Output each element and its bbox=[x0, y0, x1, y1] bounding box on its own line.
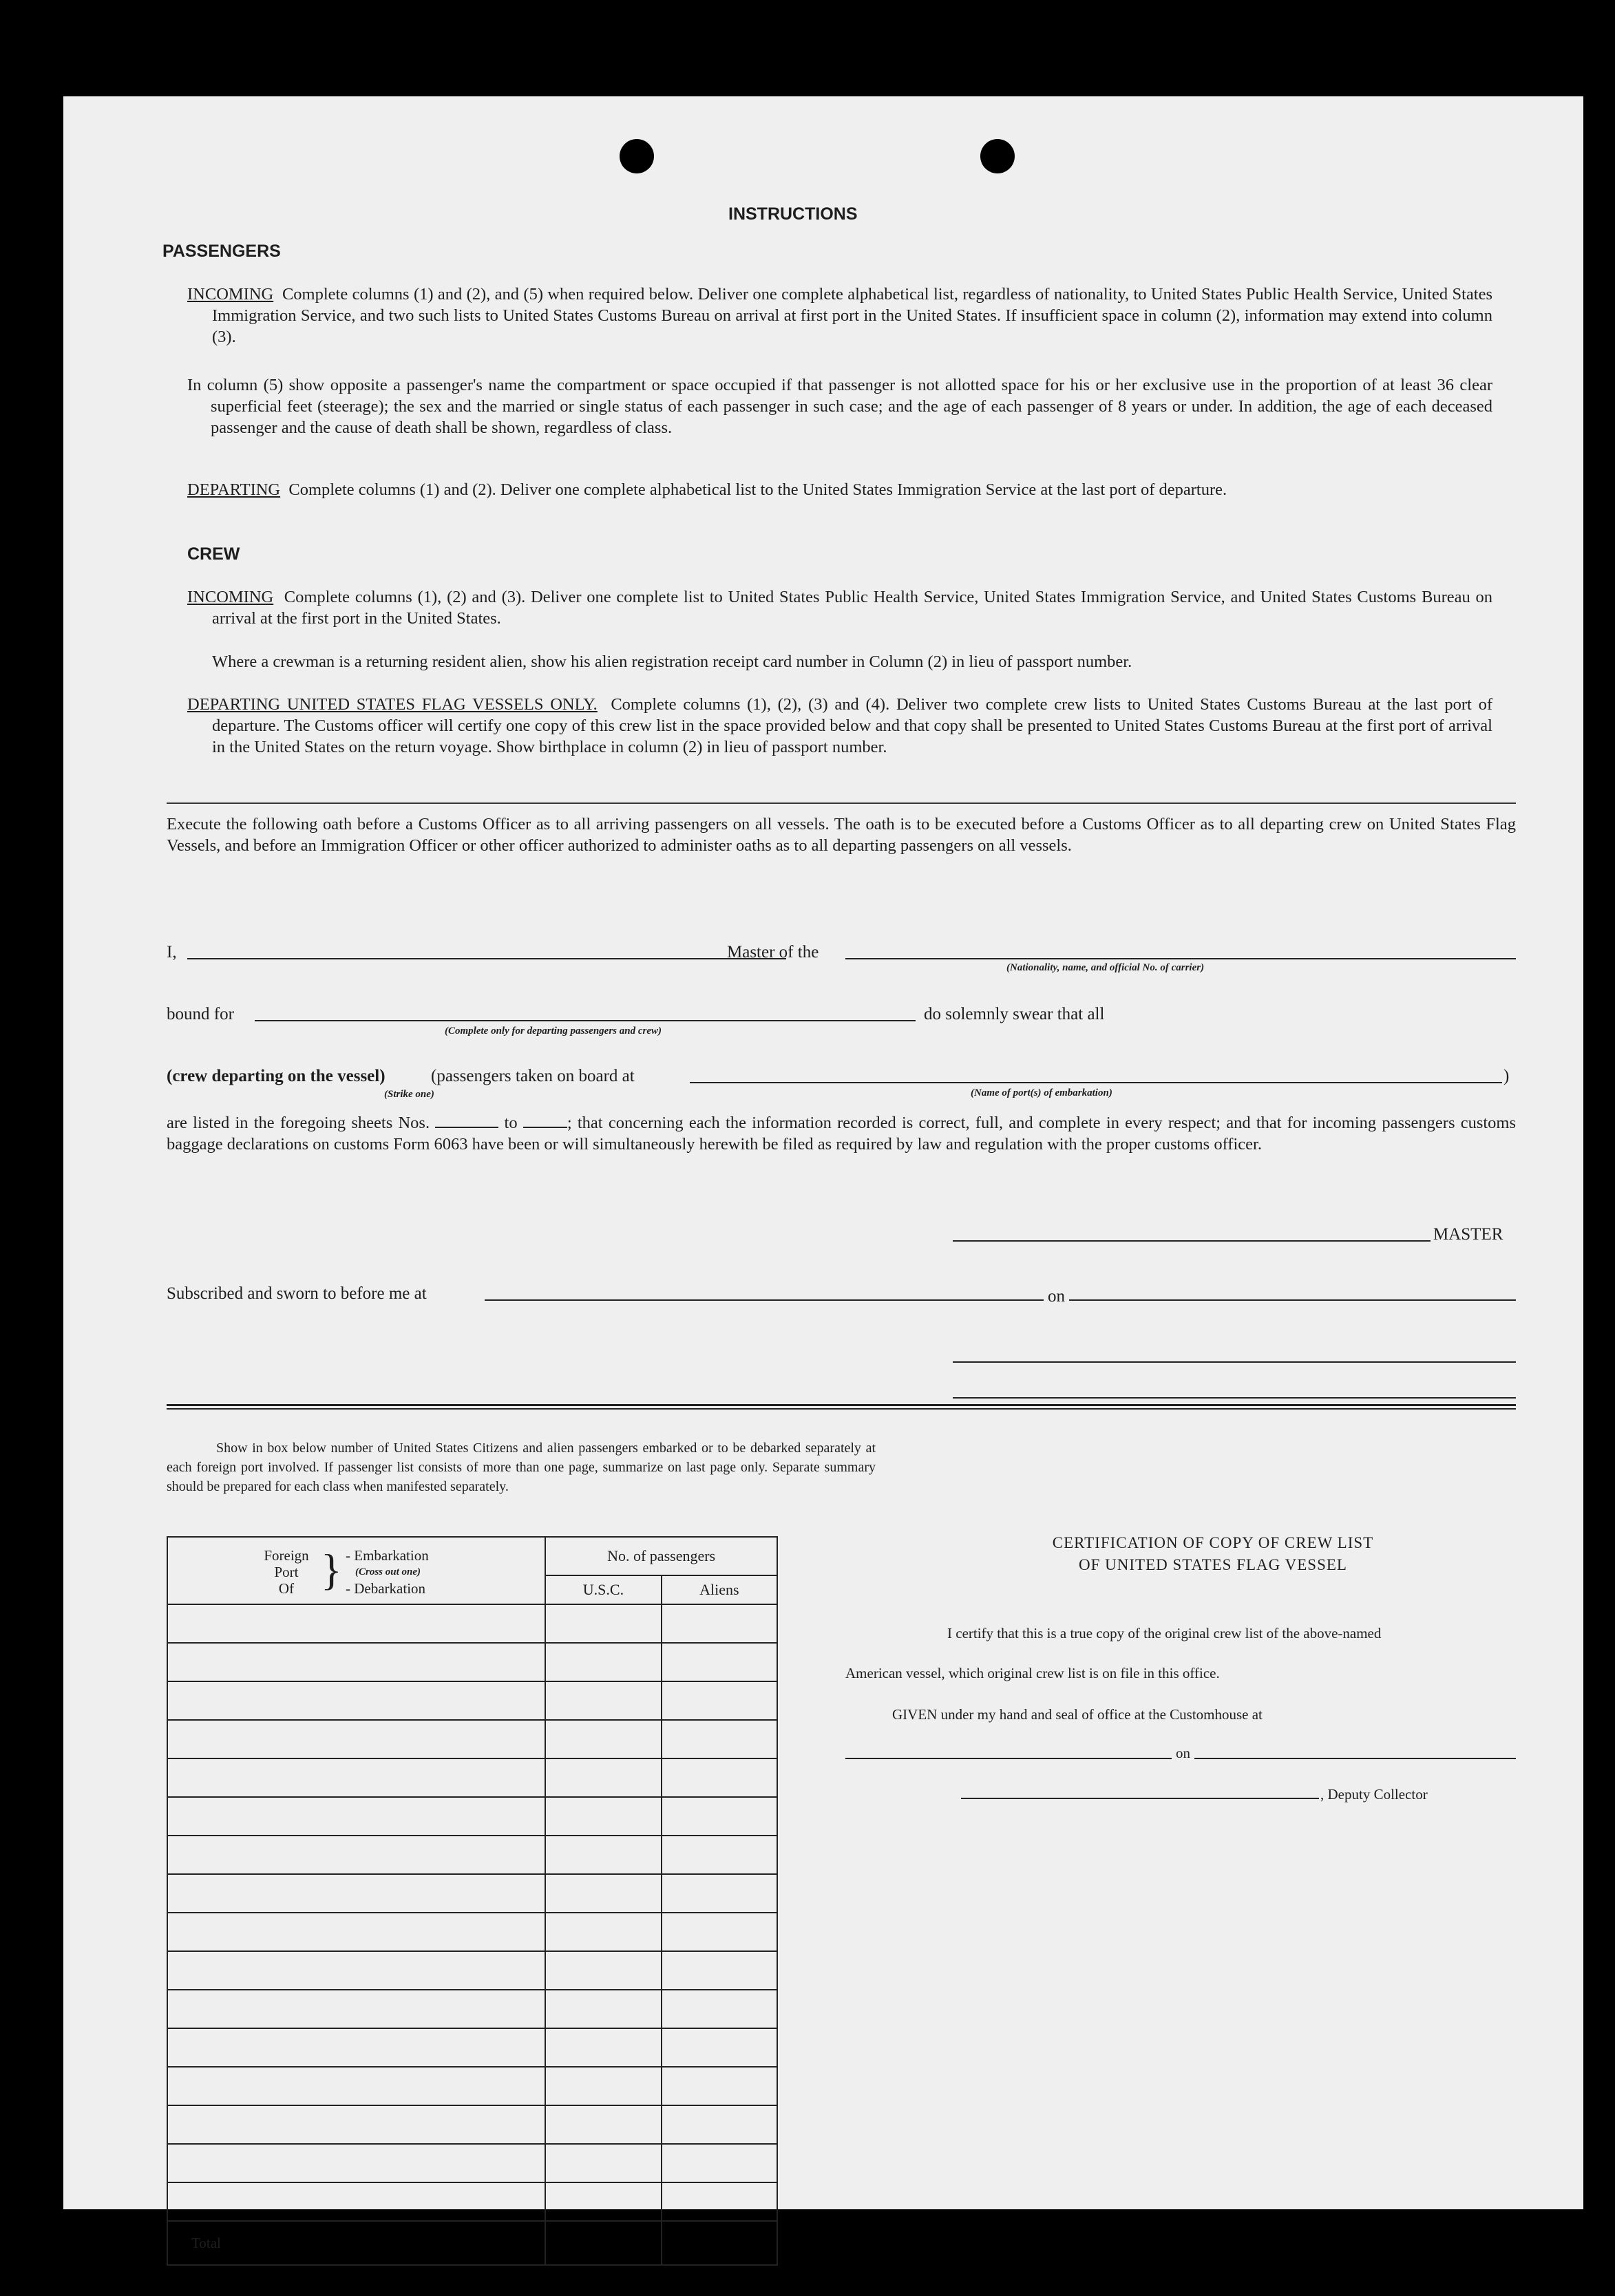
crew-incoming-label: INCOMING bbox=[187, 588, 274, 606]
embarkation-option[interactable]: - Embarkation bbox=[346, 1547, 429, 1564]
crew-departing-text: Complete columns (1), (2), (3) and (4). Deliver two complete crew lists to United States Customs Bureau at the last port of departure. The Customs officer will certify one copy of this crew list in the space provided below and that copy shall be presented to United States Customs Bureau at the first port of arrival in the United States on the return voyage. Show birthplace in column (2) in lieu of passport number. bbox=[212, 695, 1492, 756]
port-cell[interactable] bbox=[167, 1720, 545, 1758]
sworn-on-word: on bbox=[1044, 1286, 1069, 1307]
foreign-word: Foreign bbox=[264, 1547, 309, 1564]
aliens-cell[interactable] bbox=[662, 2028, 777, 2067]
foreign-port-header bbox=[167, 1537, 545, 1604]
close-paren: ) bbox=[1503, 1067, 1510, 1085]
debarkation-option[interactable]: - Debarkation bbox=[346, 1580, 426, 1597]
crew-departing-label: DEPARTING UNITED STATES FLAG VESSELS ONLY. bbox=[187, 695, 598, 714]
aliens-cell[interactable] bbox=[662, 1836, 777, 1874]
listed-sheets-paragraph bbox=[167, 1112, 1516, 1155]
aliens-cell[interactable] bbox=[662, 1643, 777, 1681]
aliens-cell[interactable] bbox=[662, 2182, 777, 2221]
master-signature-field[interactable] bbox=[953, 1240, 1431, 1242]
aliens-cell[interactable] bbox=[662, 1681, 777, 1720]
port-cell[interactable] bbox=[167, 1951, 545, 1990]
given-text: GIVEN under my hand and seal of office at the Customhouse at bbox=[892, 1706, 1263, 1723]
certification-title-line1: CERTIFICATION OF COPY OF CREW LIST bbox=[1052, 1534, 1374, 1551]
passengers-heading: PASSENGERS bbox=[162, 242, 281, 261]
bound-for-field[interactable] bbox=[255, 1020, 916, 1021]
port-word: Port bbox=[274, 1564, 299, 1580]
listed-start-text: are listed in the foregoing sheets Nos. bbox=[167, 1114, 430, 1132]
customhouse-on-word: on bbox=[1172, 1743, 1194, 1764]
crew-departing-text: (crew departing on the vessel) bbox=[167, 1067, 386, 1085]
passengers-taken-text: (passengers taken on board at bbox=[431, 1067, 635, 1085]
sworn-at-field[interactable] bbox=[485, 1299, 1516, 1301]
punch-hole bbox=[980, 139, 1015, 173]
port-cell[interactable] bbox=[167, 2028, 545, 2067]
column5-paragraph bbox=[187, 374, 1492, 438]
strike-one-caption: (Strike one) bbox=[384, 1089, 434, 1100]
to-word: to bbox=[504, 1114, 518, 1132]
aliens-cell[interactable] bbox=[662, 1720, 777, 1758]
aliens-cell[interactable] bbox=[662, 2144, 777, 2182]
carrier-field[interactable] bbox=[845, 958, 1516, 959]
certify-text: I certify that this is a true copy of the original crew list of the above-named bbox=[947, 1625, 1382, 1641]
bound-for-label: bound for bbox=[167, 1005, 234, 1023]
usc-cell[interactable] bbox=[545, 2028, 661, 2067]
sheet-from-field[interactable] bbox=[435, 1113, 498, 1128]
aliens-cell[interactable] bbox=[662, 1604, 777, 1643]
punch-hole bbox=[620, 139, 654, 173]
crew-incoming-text: Complete columns (1), (2) and (3). Deliver one complete list to United States Public Health Service, United States Immigration Service, and United States Customs Bureau on arrival at the first port in the United States. bbox=[212, 588, 1493, 628]
aliens-cell[interactable] bbox=[662, 1758, 777, 1797]
certification-title bbox=[972, 1532, 1454, 1576]
bound-for-caption: (Complete only for departing passengers and crew) bbox=[445, 1025, 662, 1037]
column5-text: In column (5) show opposite a passenger's name the compartment or space occupied if that passenger is not allotted space for his or her exclusive use in the proportion of at least 36 clear superficial feet (steerage); the sex and the married or single status of each passenger in such case; and the age of each passenger of 8 years or under. In addition, the age of each deceased passenger and the cause of death shall be shown, regardless of class. bbox=[187, 376, 1492, 437]
officer-signature-field[interactable] bbox=[953, 1361, 1516, 1363]
aliens-cell[interactable] bbox=[662, 1913, 777, 1951]
usc-cell[interactable] bbox=[545, 1643, 661, 1681]
port-cell[interactable] bbox=[167, 1643, 545, 1681]
double-rule-top bbox=[167, 1404, 1516, 1406]
port-cell[interactable] bbox=[167, 1913, 545, 1951]
aliens-cell[interactable] bbox=[662, 1797, 777, 1836]
port-cell[interactable] bbox=[167, 2105, 545, 2144]
port-cell[interactable] bbox=[167, 2144, 545, 2182]
deputy-collector-label: , Deputy Collector bbox=[1320, 1786, 1428, 1803]
instructions-title: INSTRUCTIONS bbox=[728, 204, 858, 224]
aliens-cell[interactable] bbox=[662, 1874, 777, 1913]
usc-cell[interactable] bbox=[545, 2105, 661, 2144]
double-rule-bottom bbox=[167, 1408, 1516, 1410]
usc-cell[interactable] bbox=[545, 1874, 661, 1913]
usc-cell[interactable] bbox=[545, 1681, 661, 1720]
port-cell[interactable] bbox=[167, 1758, 545, 1797]
total-usc-cell[interactable] bbox=[545, 2221, 661, 2265]
aliens-cell[interactable] bbox=[662, 2105, 777, 2144]
listed-rest-text: ; that concerning each the information recorded is correct, full, and complete in every respect; and that for incoming passengers customs baggage declarations on customs Form 6063 have been or will simultaneously herewith be filed as required by law and regulation with the proper customs officer. bbox=[167, 1114, 1517, 1154]
usc-cell[interactable] bbox=[545, 1951, 661, 1990]
certify-text-2: American vessel, which original crew list is on file in this office. bbox=[845, 1665, 1220, 1681]
cross-out-one-caption: (Cross out one) bbox=[355, 1566, 421, 1577]
usc-cell[interactable] bbox=[545, 1990, 661, 2028]
aliens-cell[interactable] bbox=[662, 1951, 777, 1990]
summary-instructions: Show in box below number of United States Citizens and alien passengers embarked or to be debarked separately at each foreign port involved. If passenger list consists of more than one page, summarize on last page only. Separate summary should be prepared for each class when manifested separately. bbox=[167, 1441, 876, 1494]
passengers-departing-paragraph bbox=[187, 479, 1492, 500]
total-aliens-cell[interactable] bbox=[662, 2221, 777, 2265]
port-cell[interactable] bbox=[167, 1604, 545, 1643]
usc-cell[interactable] bbox=[545, 1836, 661, 1874]
usc-cell[interactable] bbox=[545, 1720, 661, 1758]
usc-header: U.S.C. bbox=[545, 1575, 661, 1604]
subscribed-label: Subscribed and sworn to before me at bbox=[167, 1284, 427, 1303]
master-label: MASTER bbox=[1433, 1225, 1503, 1244]
oath-intro: Execute the following oath before a Customs Officer as to all arriving passengers on all vessels. The oath is to be executed before a Customs Officer as to all departing crew on United States Flag Vessels, and before an Immigration Officer or other officer authorized to administer oaths as to all departing passengers on all vessels. bbox=[167, 815, 1516, 855]
master-of-the-label: Master of the bbox=[727, 943, 819, 961]
passengers-departing-text: Complete columns (1) and (2). Deliver one complete alphabetical list to the United States Immigration Service at the last port of departure. bbox=[288, 480, 1227, 499]
section-divider bbox=[167, 802, 1516, 804]
crew-departing-option bbox=[167, 1065, 386, 1087]
sheet-to-field[interactable] bbox=[523, 1113, 567, 1128]
passengers-incoming-text: Complete columns (1) and (2), and (5) when required below. Deliver one complete alphabetical list, regardless of nationality, to United States Public Health Service, United States Immigration Service, and two such lists to United States Customs Bureau on arrival at first port in the United States. If insufficient space in column (2), information may extend into column (3). bbox=[212, 285, 1492, 346]
aliens-cell[interactable] bbox=[662, 1990, 777, 2028]
total-label: Total bbox=[167, 2221, 545, 2265]
oath-i-label: I, bbox=[167, 943, 177, 961]
brace-icon: } bbox=[321, 1545, 342, 1594]
aliens-cell[interactable] bbox=[662, 2067, 777, 2105]
usc-cell[interactable] bbox=[545, 1913, 661, 1951]
crew-resident-text: Where a crewman is a returning resident alien, show his alien registration receipt card number in Column (2) in lieu of passport number. bbox=[212, 652, 1132, 671]
crew-heading: CREW bbox=[187, 544, 240, 564]
crew-incoming-paragraph bbox=[187, 586, 1492, 629]
port-cell[interactable] bbox=[167, 1681, 545, 1720]
usc-cell[interactable] bbox=[545, 2067, 661, 2105]
usc-cell[interactable] bbox=[545, 2182, 661, 2221]
embarkation-port-field[interactable] bbox=[690, 1082, 1502, 1083]
port-cell[interactable] bbox=[167, 2067, 545, 2105]
usc-cell[interactable] bbox=[545, 2144, 661, 2182]
usc-cell[interactable] bbox=[545, 1797, 661, 1836]
carrier-caption: (Nationality, name, and official No. of carrier) bbox=[1006, 962, 1205, 973]
master-name-field[interactable] bbox=[187, 958, 786, 959]
usc-cell[interactable] bbox=[545, 1604, 661, 1643]
port-cell[interactable] bbox=[167, 1836, 545, 1874]
crew-resident-paragraph bbox=[212, 651, 1492, 672]
certification-title-line2: OF UNITED STATES FLAG VESSEL bbox=[1079, 1556, 1347, 1573]
port-cell[interactable] bbox=[167, 2182, 545, 2221]
no-of-passengers-header: No. of passengers bbox=[545, 1537, 777, 1575]
passengers-departing-label: DEPARTING bbox=[187, 480, 281, 499]
port-cell[interactable] bbox=[167, 1874, 545, 1913]
officer-title-field[interactable] bbox=[953, 1397, 1516, 1399]
port-caption: (Name of port(s) of embarkation) bbox=[971, 1087, 1112, 1098]
port-cell[interactable] bbox=[167, 1990, 545, 2028]
aliens-header: Aliens bbox=[662, 1575, 777, 1604]
deputy-collector-signature-field[interactable] bbox=[961, 1798, 1319, 1799]
of-word: Of bbox=[278, 1580, 295, 1597]
passengers-incoming-paragraph bbox=[187, 284, 1492, 348]
solemnly-swear-text: do solemnly swear that all bbox=[924, 1005, 1105, 1023]
passenger-summary-table bbox=[167, 1536, 778, 2266]
crew-departing-paragraph bbox=[187, 694, 1492, 758]
usc-cell[interactable] bbox=[545, 1758, 661, 1797]
passengers-incoming-label: INCOMING bbox=[187, 285, 274, 304]
form-sheet bbox=[63, 96, 1583, 2251]
port-cell[interactable] bbox=[167, 1797, 545, 1836]
